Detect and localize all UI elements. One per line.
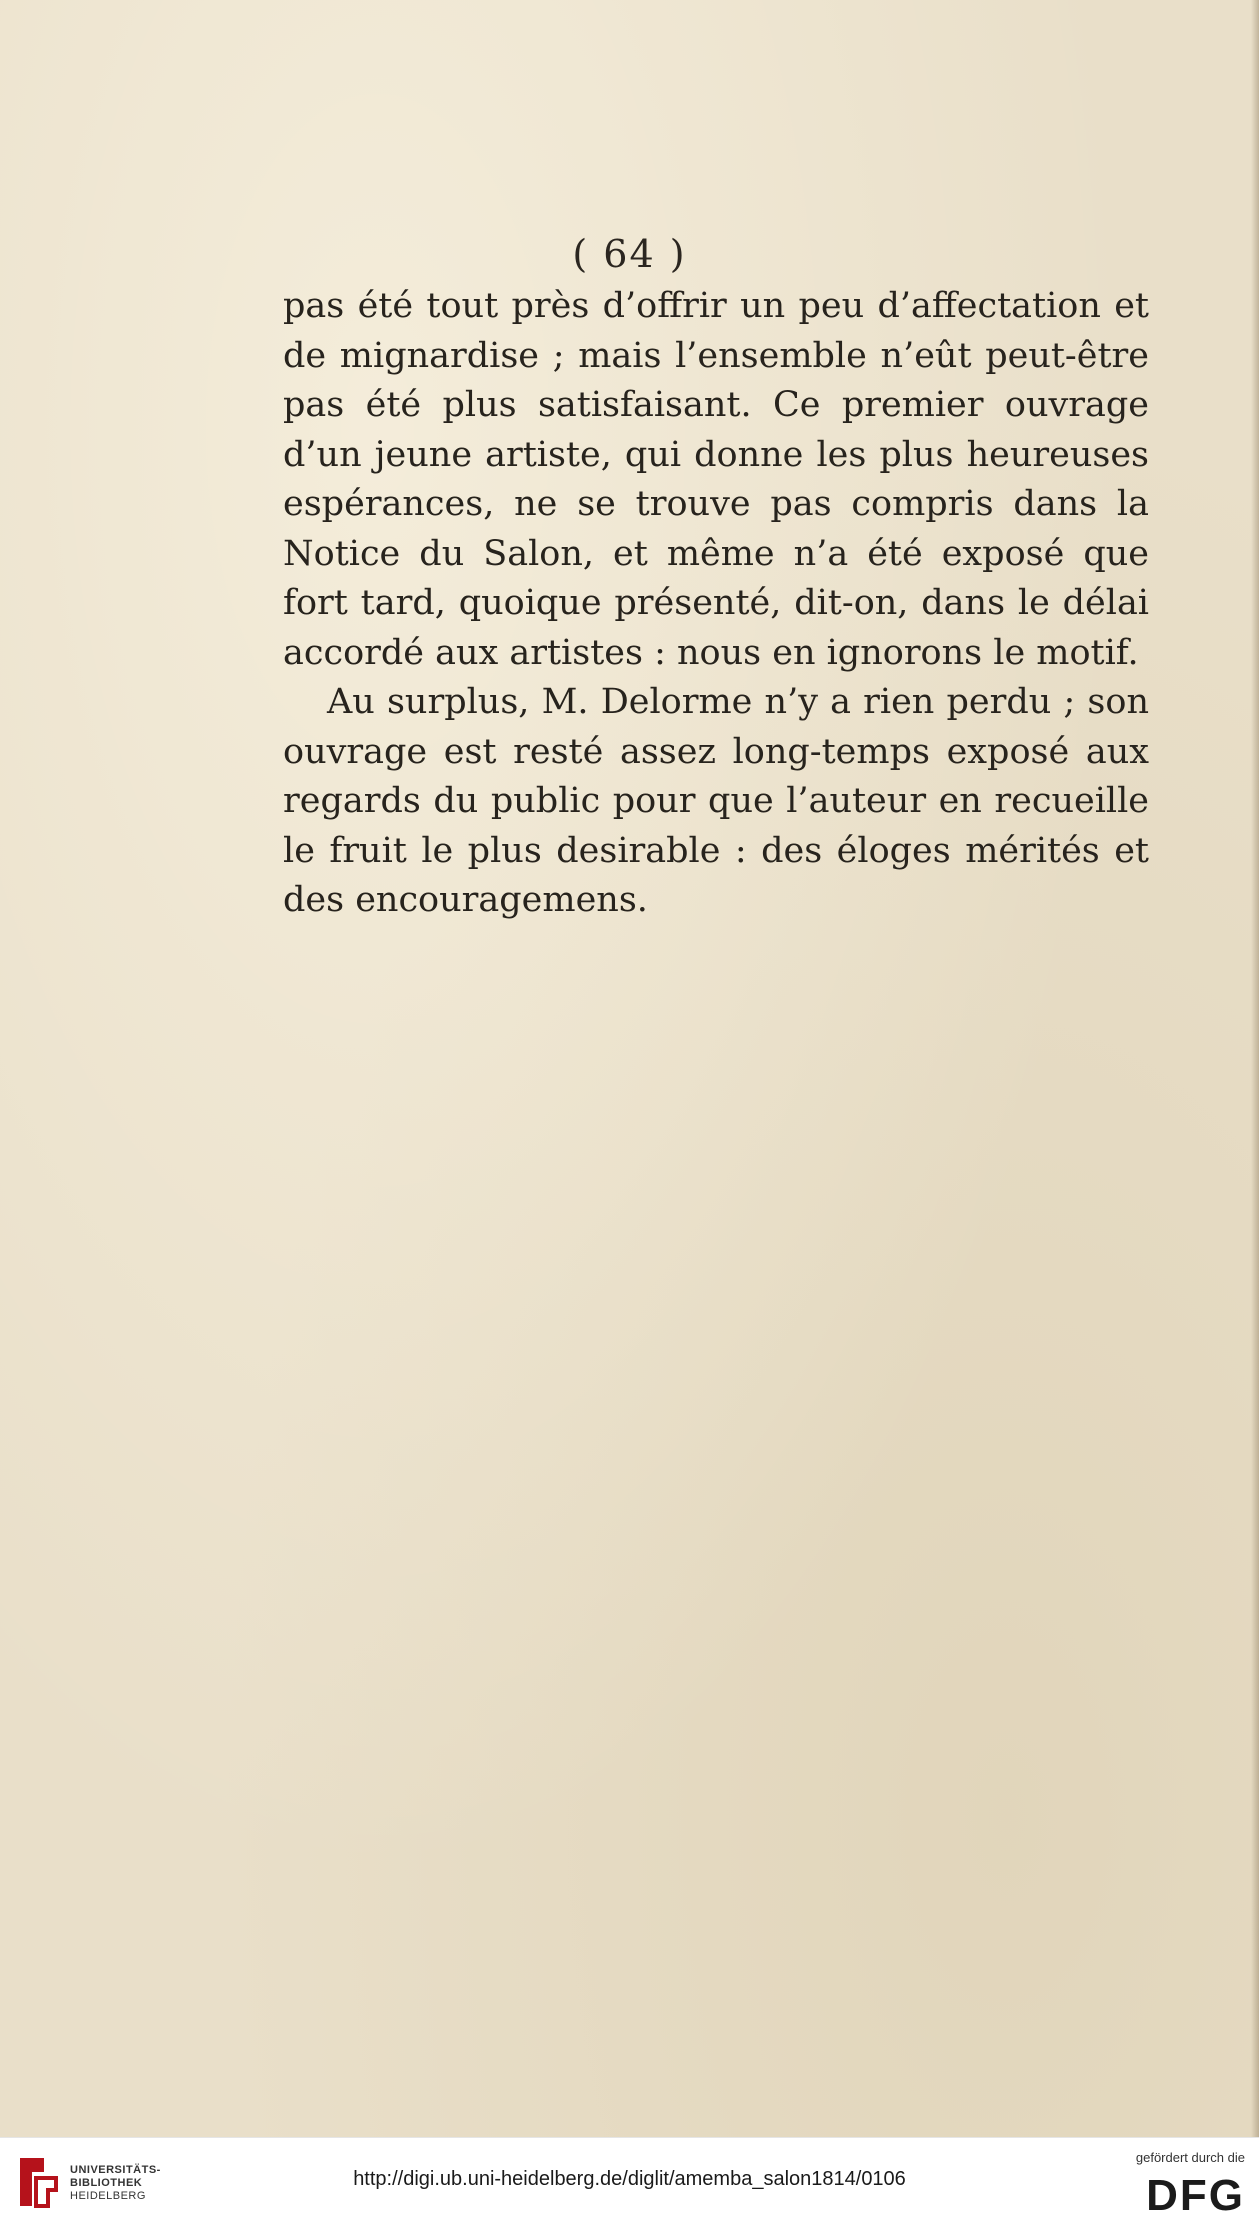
footer-bar <box>0 2137 1259 2229</box>
library-name-line1: UNIVERSITÄTS- <box>70 2164 161 2176</box>
permalink-url[interactable]: http://digi.ub.uni-heidelberg.de/diglit/amemba_salon1814/0106 <box>353 2168 906 2190</box>
page-number: ( 64 ) <box>572 232 687 276</box>
library-name-line3: HEIDELBERG <box>70 2190 146 2202</box>
paragraph-1: pas été tout près d’offrir un peu d’affectation et de mignardise ; mais l’ensemble n’eût peut-être pas été plus satisfaisant. Ce premier ouvrage d’un jeune artiste, qui donne les plus heureuses espérances, ne se trouve pas compris dans la Notice du Salon, et même n’a été exposé que fort tard, quoique présenté, dit-on, dans le délai accordé aux artistes : nous en ignorons le motif. <box>283 286 1149 673</box>
dfg-logo: DFG <box>1146 2171 1245 2220</box>
paragraph-2: Au surplus, M. Delorme n’y a rien perdu ; son ouvrage est resté assez long-temps exposé aux regards du public pour que l’auteur en recueille le fruit le plus desirable : des éloges mérités et des encouragemens. <box>283 682 1149 920</box>
body-text <box>283 282 1149 926</box>
library-name-line2: BIBLIOTHEK <box>70 2177 143 2189</box>
funder-note: gefördert durch die <box>1135 2150 1245 2165</box>
